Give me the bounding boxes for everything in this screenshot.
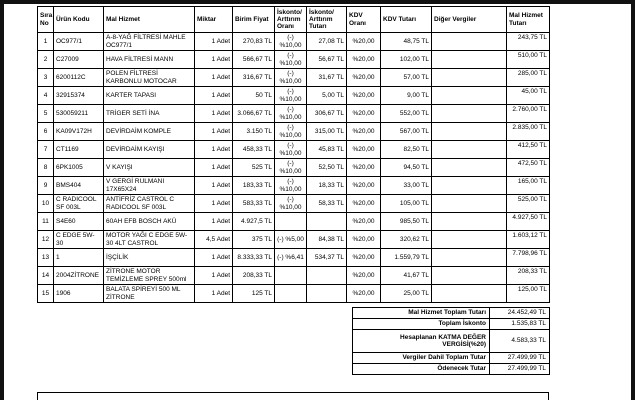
cell-name: TRİGER SETİ İNA — [104, 105, 195, 123]
cell-qty: 1 Adet — [195, 159, 233, 177]
cell-name: BALATA SPİREYİ 500 ML ZİTRONE — [104, 285, 195, 303]
cell-disc-rate: (-) %10,00 — [275, 105, 307, 123]
total-label-odenecek: Ödenecek Tutar — [353, 364, 490, 375]
cell-code: OC977/1 — [54, 33, 104, 51]
cell-disc-amt: 27,08 TL — [307, 33, 347, 51]
cell-no: 12 — [38, 231, 54, 249]
total-label-kdv: Hesaplanan KATMA DEĞER VERGİSİ(%20) — [353, 330, 490, 353]
table-row — [38, 159, 550, 177]
cell-other — [432, 69, 507, 87]
cell-vat-amt: 94,50 TL — [381, 159, 432, 177]
cell-code: 32915374 — [54, 87, 104, 105]
table-row — [38, 33, 550, 51]
cell-disc-amt: 31,67 TL — [307, 69, 347, 87]
cell-price: 458,33 TL — [233, 141, 275, 159]
cell-price: 208,33 TL — [233, 267, 275, 285]
cell-total: 412,50 TL — [507, 141, 550, 159]
cell-code: 530059211 — [54, 105, 104, 123]
cell-total: 2.760,00 TL — [507, 105, 550, 123]
cell-total: 125,00 TL — [507, 285, 550, 303]
cell-name: HAVA FİLTRESİ MANN — [104, 51, 195, 69]
cell-price: 4.927,5 TL — [233, 213, 275, 231]
cell-qty: 1 Adet — [195, 69, 233, 87]
cell-vat-amt: 48,75 TL — [381, 33, 432, 51]
cell-no: 2 — [38, 51, 54, 69]
cell-code: C RADICOOL SF 003L — [54, 195, 104, 213]
header-mal-hizmet-tutari: Mal Hizmet Tutarı — [507, 7, 550, 33]
cell-vat-rate: %20,00 — [347, 249, 381, 267]
cell-other — [432, 141, 507, 159]
cell-disc-amt — [307, 285, 347, 303]
total-row-mal-hizmet — [353, 308, 550, 319]
header-birim-fiyat: Birim Fiyat — [233, 7, 275, 33]
cell-name: POLEN FİLTRESİ KARBONLU MOTOCAR — [104, 69, 195, 87]
cell-no: 9 — [38, 177, 54, 195]
total-label-iskonto: Toplam İskonto — [353, 319, 490, 330]
cell-qty: 1 Adet — [195, 213, 233, 231]
cell-price: 8.333,33 TL — [233, 249, 275, 267]
cell-vat-rate: %20,00 — [347, 159, 381, 177]
header-iskonto-orani: İskonto/ Arttırım Oranı — [275, 7, 307, 33]
header-miktar: Miktar — [195, 7, 233, 33]
cell-disc-amt: 52,50 TL — [307, 159, 347, 177]
cell-vat-amt: 9,00 TL — [381, 87, 432, 105]
cell-other — [432, 231, 507, 249]
cell-name: A-8-YAĞ FİLTRESİ MAHLE OC977/1 — [104, 33, 195, 51]
table-row — [38, 195, 550, 213]
cell-vat-amt: 33,00 TL — [381, 177, 432, 195]
totals-table — [352, 307, 550, 375]
cell-name: KARTER TAPASI — [104, 87, 195, 105]
cell-total: 45,00 TL — [507, 87, 550, 105]
cell-qty: 1 Adet — [195, 285, 233, 303]
table-header-row — [38, 7, 550, 33]
cell-vat-amt: 320,62 TL — [381, 231, 432, 249]
cell-disc-rate: (-) %10,00 — [275, 123, 307, 141]
cell-qty: 1 Adet — [195, 123, 233, 141]
total-row-odenecek — [353, 364, 550, 375]
cell-other — [432, 33, 507, 51]
cell-vat-amt: 552,00 TL — [381, 105, 432, 123]
cell-total: 243,75 TL — [507, 33, 550, 51]
table-row — [38, 87, 550, 105]
cell-price: 50 TL — [233, 87, 275, 105]
cell-vat-rate: %20,00 — [347, 267, 381, 285]
page-edge-top — [0, 0, 635, 4]
cell-code: 6PK1005 — [54, 159, 104, 177]
header-kdv-tutari: KDV Tutarı — [381, 7, 432, 33]
total-row-kdv — [353, 330, 550, 353]
cell-code: C27009 — [54, 51, 104, 69]
cell-no: 3 — [38, 69, 54, 87]
cell-price: 270,83 TL — [233, 33, 275, 51]
bottom-box — [37, 392, 549, 400]
cell-other — [432, 51, 507, 69]
cell-vat-amt: 41,67 TL — [381, 267, 432, 285]
cell-qty: 1 Adet — [195, 141, 233, 159]
cell-disc-amt: 56,67 TL — [307, 51, 347, 69]
cell-name: DEVİRDAİM KOMPLE — [104, 123, 195, 141]
cell-total: 2.835,00 TL — [507, 123, 550, 141]
cell-disc-rate: (-) %10,00 — [275, 177, 307, 195]
cell-name: 60AH EFB BOSCH AKÜ — [104, 213, 195, 231]
page-edge-left — [0, 0, 4, 400]
cell-price: 525 TL — [233, 159, 275, 177]
table-row — [38, 105, 550, 123]
cell-vat-rate: %20,00 — [347, 177, 381, 195]
cell-disc-rate: (-) %10,00 — [275, 87, 307, 105]
header-urun-kodu: Ürün Kodu — [54, 7, 104, 33]
cell-vat-rate: %20,00 — [347, 195, 381, 213]
cell-vat-amt: 25,00 TL — [381, 285, 432, 303]
cell-code: C EDGE 5W-30 — [54, 231, 104, 249]
cell-vat-rate: %20,00 — [347, 87, 381, 105]
cell-name: İŞÇİLİK — [104, 249, 195, 267]
cell-no: 6 — [38, 123, 54, 141]
cell-other — [432, 159, 507, 177]
cell-other — [432, 105, 507, 123]
cell-price: 183,33 TL — [233, 177, 275, 195]
cell-disc-rate: (-) %10,00 — [275, 33, 307, 51]
cell-no: 4 — [38, 87, 54, 105]
cell-disc-rate: (-) %6,41 — [275, 249, 307, 267]
cell-code: S4E60 — [54, 213, 104, 231]
table-row — [38, 177, 550, 195]
total-row-vergiler — [353, 353, 550, 364]
cell-vat-amt: 1.559,79 TL — [381, 249, 432, 267]
cell-disc-rate: (-) %10,00 — [275, 69, 307, 87]
cell-no: 15 — [38, 285, 54, 303]
total-value-mal-hizmet: 24.452,49 TL — [490, 308, 550, 319]
total-value-kdv: 4.583,33 TL — [490, 330, 550, 353]
cell-other — [432, 213, 507, 231]
page-edge-right — [631, 0, 635, 400]
cell-disc-rate: (-) %10,00 — [275, 159, 307, 177]
cell-price: 3.066,67 TL — [233, 105, 275, 123]
cell-disc-rate: (-) %10,00 — [275, 51, 307, 69]
cell-name: ZİTRONE MOTOR TEMİZLEME SPREY 500ml — [104, 267, 195, 285]
cell-disc-rate: (-) %10,00 — [275, 195, 307, 213]
table-row — [38, 123, 550, 141]
total-value-vergiler: 27.499,99 TL — [490, 353, 550, 364]
cell-total: 208,33 TL — [507, 267, 550, 285]
cell-code: CT1169 — [54, 141, 104, 159]
cell-qty: 1 Adet — [195, 195, 233, 213]
cell-qty: 1 Adet — [195, 105, 233, 123]
invoice-items-table — [37, 6, 550, 303]
cell-code: 6200112C — [54, 69, 104, 87]
cell-qty: 1 Adet — [195, 51, 233, 69]
cell-disc-rate — [275, 285, 307, 303]
cell-other — [432, 249, 507, 267]
cell-vat-rate: %20,00 — [347, 123, 381, 141]
cell-name: V KAYIŞI — [104, 159, 195, 177]
cell-vat-amt: 985,50 TL — [381, 213, 432, 231]
cell-price: 566,67 TL — [233, 51, 275, 69]
cell-no: 14 — [38, 267, 54, 285]
table-row — [38, 267, 550, 285]
cell-qty: 1 Adet — [195, 249, 233, 267]
header-diger-vergiler: Diğer Vergiler — [432, 7, 507, 33]
cell-total: 285,00 TL — [507, 69, 550, 87]
cell-price: 375 TL — [233, 231, 275, 249]
cell-no: 11 — [38, 213, 54, 231]
table-row — [38, 69, 550, 87]
cell-other — [432, 267, 507, 285]
header-mal-hizmet: Mal Hizmet — [104, 7, 195, 33]
cell-disc-rate — [275, 213, 307, 231]
cell-other — [432, 177, 507, 195]
cell-disc-amt: 306,67 TL — [307, 105, 347, 123]
cell-vat-rate: %20,00 — [347, 33, 381, 51]
cell-total: 7.798,96 TL — [507, 249, 550, 267]
cell-disc-rate — [275, 267, 307, 285]
cell-disc-amt: 84,38 TL — [307, 231, 347, 249]
cell-qty: 1 Adet — [195, 87, 233, 105]
total-value-iskonto: 1.535,83 TL — [490, 319, 550, 330]
cell-other — [432, 285, 507, 303]
header-iskonto-tutari: İskonto/ Arttırım Tutarı — [307, 7, 347, 33]
cell-price: 316,67 TL — [233, 69, 275, 87]
table-row — [38, 231, 550, 249]
cell-disc-amt: 534,37 TL — [307, 249, 347, 267]
cell-code: BMS404 — [54, 177, 104, 195]
cell-total: 165,00 TL — [507, 177, 550, 195]
cell-no: 5 — [38, 105, 54, 123]
cell-vat-amt: 567,00 TL — [381, 123, 432, 141]
header-sira-no: Sıra No — [38, 7, 54, 33]
cell-name: ANTİFRİZ CASTROL C RADICOOL SF 003L — [104, 195, 195, 213]
table-body — [38, 33, 550, 303]
total-label-vergiler: Vergiler Dahil Toplam Tutar — [353, 353, 490, 364]
cell-disc-amt: 315,00 TL — [307, 123, 347, 141]
cell-other — [432, 87, 507, 105]
total-value-odenecek: 27.499,99 TL — [490, 364, 550, 375]
cell-code: 1906 — [54, 285, 104, 303]
cell-price: 583,33 TL — [233, 195, 275, 213]
cell-name: MOTOR YAĞI C EDGE 5W-30 4LT CASTROL — [104, 231, 195, 249]
table-row — [38, 285, 550, 303]
cell-vat-amt: 82,50 TL — [381, 141, 432, 159]
cell-no: 7 — [38, 141, 54, 159]
table-row — [38, 249, 550, 267]
header-kdv-orani: KDV Oranı — [347, 7, 381, 33]
cell-vat-rate: %20,00 — [347, 105, 381, 123]
cell-disc-rate: (-) %5,00 — [275, 231, 307, 249]
cell-disc-amt: 18,33 TL — [307, 177, 347, 195]
total-label-mal-hizmet: Mal Hizmet Toplam Tutarı — [353, 308, 490, 319]
cell-disc-amt: 5,00 TL — [307, 87, 347, 105]
cell-total: 1.603,12 TL — [507, 231, 550, 249]
cell-qty: 1 Adet — [195, 177, 233, 195]
cell-no: 10 — [38, 195, 54, 213]
cell-name: DEVİRDAİM KAYIŞI — [104, 141, 195, 159]
cell-disc-rate: (-) %10,00 — [275, 141, 307, 159]
cell-no: 13 — [38, 249, 54, 267]
cell-no: 1 — [38, 33, 54, 51]
cell-vat-rate: %20,00 — [347, 231, 381, 249]
cell-qty: 1 Adet — [195, 267, 233, 285]
cell-code: 2004ZİTRONE — [54, 267, 104, 285]
cell-other — [432, 123, 507, 141]
cell-code: KA09V172H — [54, 123, 104, 141]
cell-qty: 1 Adet — [195, 33, 233, 51]
cell-other — [432, 195, 507, 213]
cell-disc-amt — [307, 267, 347, 285]
cell-qty: 4,5 Adet — [195, 231, 233, 249]
table-row — [38, 213, 550, 231]
cell-total: 4.927,50 TL — [507, 213, 550, 231]
cell-code: 1 — [54, 249, 104, 267]
cell-vat-rate: %20,00 — [347, 213, 381, 231]
cell-vat-rate: %20,00 — [347, 285, 381, 303]
cell-name: V GERGİ RULMANI 17X65X24 — [104, 177, 195, 195]
cell-vat-rate: %20,00 — [347, 141, 381, 159]
cell-vat-amt: 57,00 TL — [381, 69, 432, 87]
table-row — [38, 51, 550, 69]
cell-disc-amt: 45,83 TL — [307, 141, 347, 159]
table-row — [38, 141, 550, 159]
cell-vat-rate: %20,00 — [347, 51, 381, 69]
cell-vat-amt: 105,00 TL — [381, 195, 432, 213]
cell-vat-rate: %20,00 — [347, 69, 381, 87]
cell-no: 8 — [38, 159, 54, 177]
cell-disc-amt — [307, 213, 347, 231]
cell-vat-amt: 102,00 TL — [381, 51, 432, 69]
cell-total: 525,00 TL — [507, 195, 550, 213]
cell-total: 472,50 TL — [507, 159, 550, 177]
cell-price: 125 TL — [233, 285, 275, 303]
cell-price: 3.150 TL — [233, 123, 275, 141]
cell-total: 510,00 TL — [507, 51, 550, 69]
total-row-iskonto — [353, 319, 550, 330]
cell-disc-amt: 58,33 TL — [307, 195, 347, 213]
